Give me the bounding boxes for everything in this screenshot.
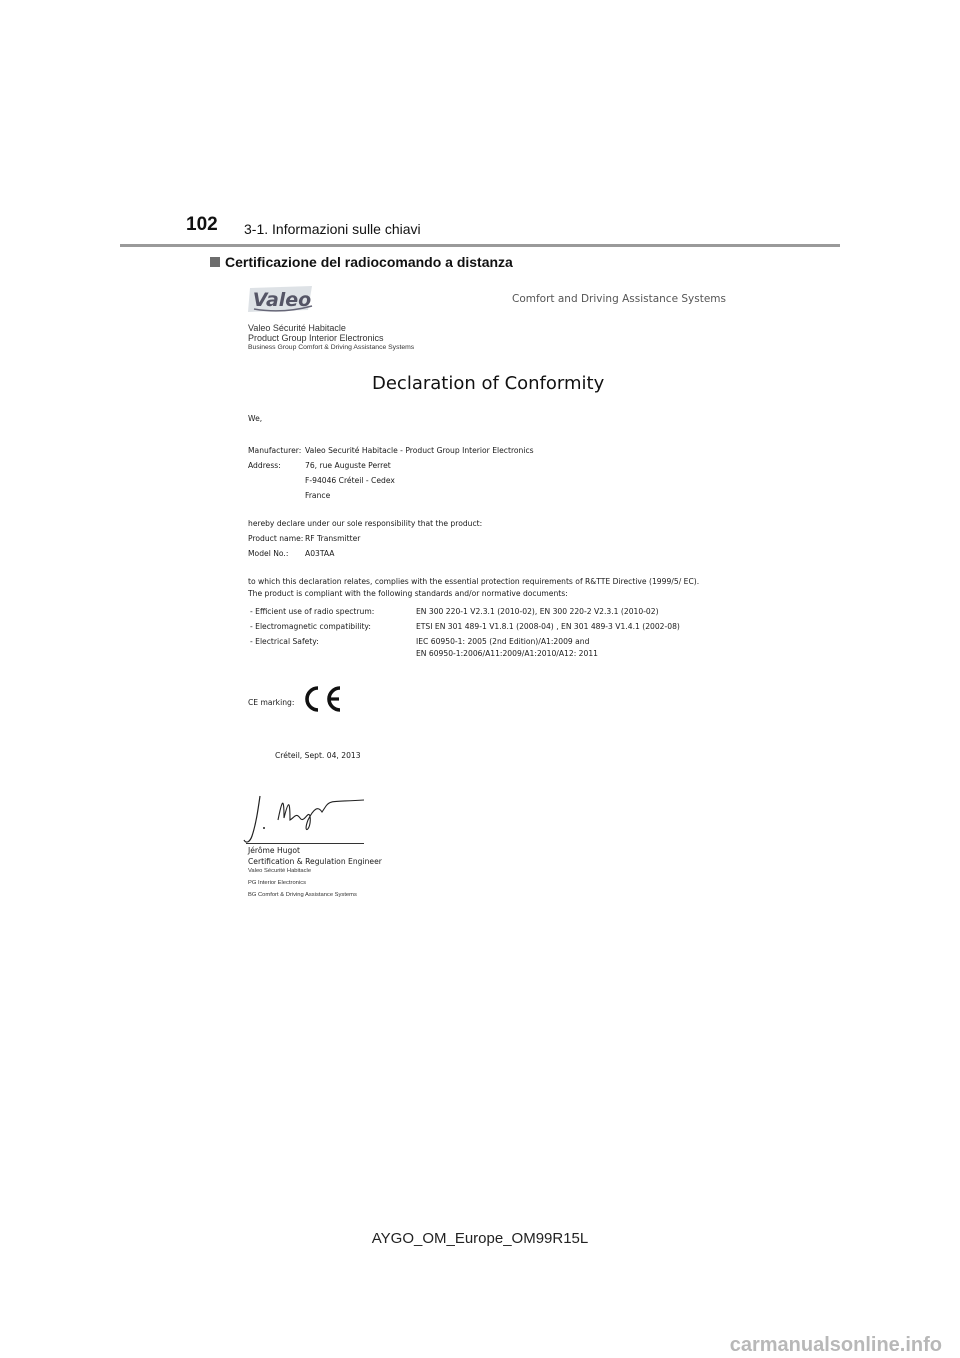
- document-title: Declaration of Conformity: [372, 373, 605, 394]
- signer-title: Certification & Regulation Engineer: [248, 857, 382, 866]
- subheading: [210, 254, 513, 270]
- signature: [238, 790, 368, 846]
- declare-text: hereby declare under our sole responsibility that the product:: [248, 519, 483, 528]
- company-line: Valeo Sécurité Habitacle: [248, 323, 346, 333]
- standard-value: EN 300 220-1 V2.3.1 (2010-02), EN 300 220-2 V2.3.1 (2010-02): [416, 607, 659, 616]
- relates-line: The product is compliant with the following standards and/or normative documents:: [248, 589, 568, 598]
- ce-label: CE marking:: [248, 698, 295, 707]
- standard-value: ETSI EN 301 489-1 V1.8.1 (2008-04) , EN 301 489-3 V1.4.1 (2002-08): [416, 622, 680, 631]
- manufacturer-value: Valeo Securité Habitacle - Product Group Interior Electronics: [305, 446, 534, 455]
- watermark: carmanualsonline.info: [729, 1334, 942, 1356]
- company-line: Product Group Interior Electronics: [248, 333, 384, 343]
- address-line: F-94046 Créteil - Cedex: [305, 476, 395, 485]
- manufacturer-label: Manufacturer:: [248, 446, 302, 455]
- company-block: [248, 323, 414, 353]
- page-number: 102: [186, 214, 218, 235]
- signature-line: [246, 843, 364, 844]
- standard-label: - Efficient use of radio spectrum:: [250, 607, 375, 616]
- address-line: 76, rue Auguste Perret: [305, 461, 391, 470]
- section-title: 3-1. Informazioni sulle chiavi: [244, 221, 421, 237]
- valeo-logo: [248, 284, 316, 314]
- address-line: France: [305, 491, 331, 500]
- model-label: Model No.:: [248, 549, 289, 558]
- place-date: Créteil, Sept. 04, 2013: [275, 751, 361, 760]
- model-value: A03TAA: [305, 549, 335, 558]
- relates-line: to which this declaration relates, complies with the essential protection requirements of R&TTE Directive (1999/5/ EC).: [248, 577, 700, 586]
- company-line: Business Group Comfort & Driving Assistance Systems: [248, 344, 415, 351]
- signer-org-line: BG Comfort & Driving Assistance Systems: [248, 892, 357, 898]
- logo-text: Valeo: [252, 289, 312, 311]
- footer-doc-code: AYGO_OM_Europe_OM99R15L: [371, 1230, 589, 1247]
- square-bullet-icon: [210, 257, 220, 267]
- product-value: RF Transmitter: [305, 534, 361, 543]
- address-label: Address:: [248, 461, 281, 470]
- signer-org-line: PG Interior Electronics: [248, 880, 306, 886]
- standard-label: - Electromagnetic compatibility:: [250, 622, 371, 631]
- standard-value: IEC 60950-1: 2005 (2nd Edition)/A1:2009 and: [416, 637, 590, 646]
- header-divider: [120, 244, 840, 247]
- product-label: Product name:: [248, 534, 304, 543]
- standard-value: EN 60950-1:2006/A11:2009/A1:2010/A12: 2011: [416, 649, 598, 658]
- we-text: We,: [248, 414, 263, 423]
- ce-mark-icon: [299, 684, 343, 714]
- standard-label: - Electrical Safety:: [250, 637, 319, 646]
- signer-name: Jérôme Hugot: [248, 846, 300, 855]
- tagline: Comfort and Driving Assistance Systems: [512, 293, 726, 305]
- subheading-text: Certificazione del radiocomando a distanza: [225, 254, 513, 270]
- signer-org-line: Valeo Sécurité Habitacle: [248, 868, 312, 874]
